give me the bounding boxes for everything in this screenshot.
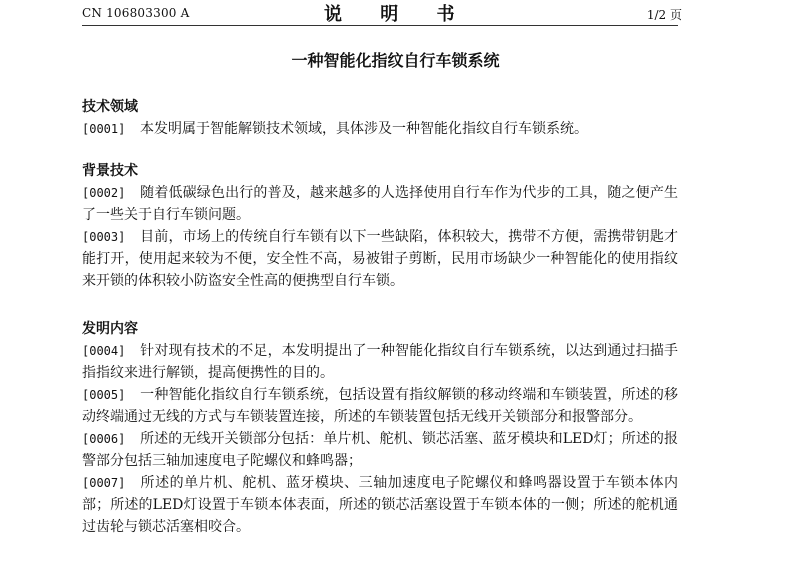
section-heading-background: 背景技术 [82,163,138,179]
doc-number: CN 106803300 A [82,6,190,20]
page-number: 1/2 页 [646,8,682,22]
header-divider [82,25,678,26]
paragraph-number: [0001] [82,122,126,136]
section-heading-field: 技术领域 [82,99,138,115]
paragraph-text: 目前，市场上的传统自行车锁有以下一些缺陷，体积较大，携带不方便，需携带钥匙才能打开，使用起来较为不便，安全性不高，易被钳子剪断，民用市场缺少一种智能化的使用指纹来开锁的体积较小防盗安全性高的便携型自行车锁。 [82,229,678,289]
paragraph-number: [0003] [82,230,126,244]
paragraph-number: [0007] [82,476,126,490]
paragraph-text: 随着低碳绿色出行的普及，越来越多的人选择使用自行车作为代步的工具，随之便产生了一些关于自行车锁问题。 [82,185,678,223]
paragraph-text: 所述的无线开关锁部分包括：单片机、舵机、锁芯活塞、蓝牙模块和LED灯；所述的报警部分包括三轴加速度电子陀螺仪和蜂鸣器； [82,431,678,469]
paragraph-0003 [82,226,678,292]
section-heading-summary: 发明内容 [82,321,138,337]
paragraph-text: 针对现有技术的不足，本发明提出了一种智能化指纹自行车锁系统，以达到通过扫描手指指纹来进行解锁，提高便携性的目的。 [82,343,678,381]
paragraph-0001 [82,118,678,140]
document-title: 一种智能化指纹自行车锁系统 [291,51,500,70]
paragraph-text: 本发明属于智能解锁技术领域，具体涉及一种智能化指纹自行车锁系统。 [140,121,588,137]
paragraph-0002 [82,182,678,226]
document-body [82,96,678,538]
paragraph-0007 [82,472,678,538]
paragraph-0005 [82,384,678,428]
page-header [82,0,682,26]
paragraph-number: [0004] [82,344,126,358]
paragraph-0004 [82,340,678,384]
paragraph-text: 所述的单片机、舵机、蓝牙模块、三轴加速度电子陀螺仪和蜂鸣器设置于车锁本体内部；所述的LED灯设置于车锁本体表面，所述的锁芯活塞设置于车锁本体的一侧；所述的舵机通过齿轮与锁芯活塞相咬合。 [82,475,678,535]
paragraph-text: 一种智能化指纹自行车锁系统，包括设置有指纹解锁的移动终端和车锁装置，所述的移动终端通过无线的方式与车锁装置连接，所述的车锁装置包括无线开关锁部分和报警部分。 [82,387,678,425]
paragraph-number: [0002] [82,186,126,200]
header-title: 说 明 书 [324,4,471,25]
paragraph-0006 [82,428,678,472]
paragraph-number: [0005] [82,388,126,402]
paragraph-number: [0006] [82,432,126,446]
